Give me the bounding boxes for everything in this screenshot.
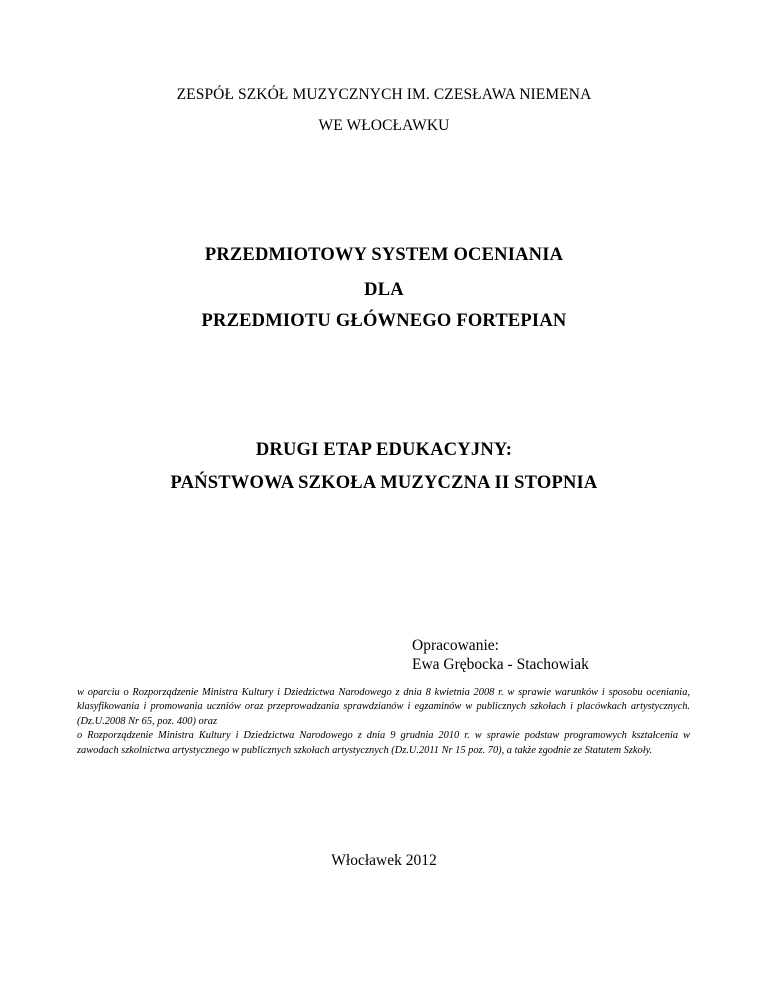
school-name-line1: ZESPÓŁ SZKÓŁ MUZYCZNYCH IM. CZESŁAWA NIEMENA xyxy=(176,86,592,103)
document-title-line1: PRZEDMIOTOWY SYSTEM OCENIANIA xyxy=(204,245,564,265)
school-name-line2: WE WŁOCŁAWKU xyxy=(318,117,450,134)
document-title-line3: PRZEDMIOTU GŁÓWNEGO FORTEPIAN xyxy=(201,311,567,331)
author-name: Ewa Grębocka - Stachowiak xyxy=(412,656,589,673)
legal-basis xyxy=(77,686,690,758)
education-stage-line1: DRUGI ETAP EDUKACYJNY: xyxy=(255,440,513,460)
legal-basis-paragraph-1: w oparciu o Rozporządzenie Ministra Kultury i Dziedzictwa Narodowego z dnia 8 kwietnia 2008 r. w sprawie warunków i sposobu oceniania, klasyfikowania i promowania uczniów oraz przeprowadzania sprawdzianów i egzaminów w publicznych szkołach i placówkach artystycznych. (Dz.U.2008 Nr 65, poz. 400) oraz xyxy=(77,687,690,727)
author-block xyxy=(412,636,589,674)
education-stage-line2: PAŃSTWOWA SZKOŁA MUZYCZNA II STOPNIA xyxy=(170,473,598,493)
legal-basis-paragraph-2: o Rozporządzenie Ministra Kultury i Dziedzictwa Narodowego z dnia 9 grudnia 2010 r. w sprawie podstaw programowych kształcenia w zawodach szkolnictwa artystycznego w publicznych szkołach artystycznych (Dz.U.2011 Nr 15 poz. 70), a także zgodnie ze Statutem Szkoły. xyxy=(77,730,690,756)
document-title-line2: DLA xyxy=(364,280,404,300)
place-and-date: Włocławek 2012 xyxy=(331,852,437,869)
author-label: Opracowanie: xyxy=(412,637,499,654)
